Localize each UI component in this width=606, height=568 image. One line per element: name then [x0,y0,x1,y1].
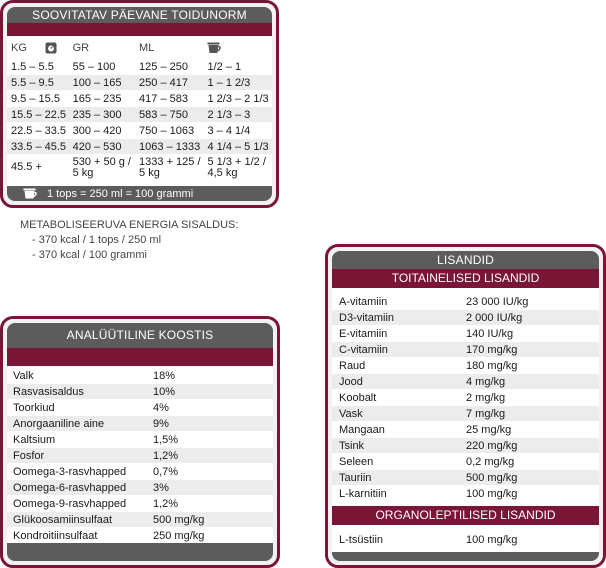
table-row [7,496,273,512]
table-row [332,342,599,358]
nutritional-additives-title: TOITAINELISED LISANDID [332,269,599,288]
table-row [332,529,599,551]
analysis-value: 0,7% [153,466,179,478]
table-row [332,406,599,422]
additive-value: 2 mg/kg [466,392,506,404]
column-gr-label: GR [72,41,90,54]
additive-name: Jood [339,376,363,388]
feeding-guide-card [0,0,279,208]
column-ml-label: ML [139,41,155,54]
additive-name: Seleen [339,456,374,468]
table-row [7,448,273,464]
column-gr [73,42,139,54]
analysis-name: Toorkiud [13,402,55,414]
analysis-value: 1,5% [153,434,179,446]
cell-ml: 125 – 250 [139,61,188,73]
additive-value: 220 mg/kg [466,440,518,452]
table-row [332,422,599,438]
additive-name: C-vitamiin [339,344,388,356]
additive-name: E-vitamiin [339,328,388,340]
additive-name: Tsink [339,440,365,452]
additive-value: 180 mg/kg [466,360,518,372]
cell-cups: 1 – 1 2/3 [207,77,251,89]
additive-name: A-vitamiin [339,296,388,308]
additive-value: 0,2 mg/kg [466,456,515,468]
feeding-guide-title: SOOVITATAV PÄEVANE TOIDUNORM [7,7,272,23]
analysis-value: 3% [153,482,169,494]
cell-cups: 3 – 4 1/4 [207,125,251,137]
cell-ml: 417 – 583 [139,93,188,105]
cell-kg: 9.5 – 15.5 [11,93,60,105]
additive-value: 500 mg/kg [466,472,518,484]
cell-kg: 15.5 – 22.5 [11,109,67,121]
cell-cups: 4 1/4 – 5 1/3 [207,141,269,153]
column-ml [139,42,207,54]
feeding-column-header [7,36,272,59]
cell-cups: 1 2/3 – 2 1/3 [207,93,269,105]
analysis-title: ANALÜÜTILINE KOOSTIS [7,323,273,348]
table-row [7,432,273,448]
organoleptic-additives-title: ORGANOLEPTILISED LISANDID [332,506,599,525]
analysis-name: Oomega-9-rasvhapped [13,498,127,510]
analysis-name: Valk [13,370,34,382]
scale-icon [45,42,57,54]
table-row [332,294,599,310]
cell-gr: 530 + 50 g / 5 kg [72,155,131,179]
table-row [332,358,599,374]
cell-ml: 250 – 417 [139,77,188,89]
additive-name: Vask [339,408,363,420]
feeding-footer [7,186,272,201]
additive-value: 25 mg/kg [466,424,512,436]
additives-footer-bar [332,552,599,561]
cell-ml: 1333 + 125 / 5 kg [139,155,201,179]
cell-cups: 2 1/3 – 3 [207,109,251,121]
energy-title: METABOLISEERUVA ENERGIA SISALDUS: [20,219,239,231]
analysis-value: 500 mg/kg [153,514,205,526]
additive-value: 100 mg/kg [466,534,518,546]
cell-kg: 33.5 – 45.5 [11,141,67,153]
analysis-name: Oomega-6-rasvhapped [13,482,127,494]
table-row [7,480,273,496]
analysis-accent-bar [7,348,273,366]
cell-gr: 55 – 100 [72,61,116,73]
cell-gr: 100 – 165 [72,77,122,89]
table-row [332,470,599,486]
additive-name: Mangaan [339,424,385,436]
table-row [7,107,272,123]
cell-gr: 300 – 420 [72,125,122,137]
organoleptic-additives-rows [332,529,599,551]
table-row [332,438,599,454]
table-row [332,310,599,326]
column-kg-label: KG [11,41,27,54]
analysis-name: Kondroitiinsulfaat [13,530,98,542]
column-cups [207,42,272,54]
additive-name: L-tsüstiin [339,534,384,546]
analysis-name: Oomega-3-rasvhapped [13,466,127,478]
cell-gr: 235 – 300 [72,109,122,121]
additive-value: 100 mg/kg [466,488,518,500]
additives-card [325,244,606,568]
additive-name: D3-vitamiin [339,312,395,324]
additives-inner [332,251,599,561]
nutritional-additives-rows [332,294,599,502]
table-row [7,464,273,480]
energy-line-cup: - 370 kcal / 1 tops / 250 ml [32,234,162,246]
table-row [7,384,273,400]
table-row [332,454,599,470]
additive-name: Koobalt [339,392,377,404]
table-row [332,374,599,390]
analysis-card [0,316,280,568]
analysis-rows [7,368,273,544]
additive-value: 7 mg/kg [466,408,506,420]
cell-kg: 22.5 – 33.5 [11,125,67,137]
cell-ml: 1063 – 1333 [139,141,201,153]
additive-name: Tauriin [339,472,372,484]
analysis-value: 10% [153,386,176,398]
table-row [7,91,272,107]
analysis-value: 250 mg/kg [153,530,205,542]
analysis-footer-bar [7,543,273,561]
energy-info [20,218,238,263]
analysis-name: Glükoosamiinsulfaat [13,514,113,526]
table-row [7,528,273,544]
cup-icon [23,188,39,199]
table-row [7,59,272,75]
cell-gr: 420 – 530 [72,141,122,153]
cell-cups: 5 1/3 + 1/2 / 4,5 kg [207,155,266,179]
column-kg [7,42,73,54]
cup-icon [207,42,223,54]
table-row [7,123,272,139]
additive-value: 140 IU/kg [466,328,514,340]
analysis-value: 1,2% [153,498,179,510]
analysis-name: Kaltsium [13,434,56,446]
analysis-inner [7,323,273,561]
feeding-footer-text: 1 tops = 250 ml = 100 grammi [47,187,194,200]
cell-ml: 583 – 750 [139,109,188,121]
table-row [7,400,273,416]
additive-value: 170 mg/kg [466,344,518,356]
cell-ml: 750 – 1063 [139,125,195,137]
energy-line-grams: - 370 kcal / 100 grammi [32,249,147,261]
cell-kg: 5.5 – 9.5 [11,77,54,89]
table-row [7,75,272,91]
feeding-rows [7,59,272,181]
feeding-guide-accent-bar [7,23,272,36]
table-row [332,390,599,406]
cell-cups: 1/2 – 1 [207,61,242,73]
additive-name: L-karnitiin [339,488,387,500]
analysis-value: 4% [153,402,169,414]
table-row [332,486,599,502]
cell-gr: 165 – 235 [72,93,122,105]
additive-value: 23 000 IU/kg [466,296,529,308]
table-row [7,368,273,384]
table-row [7,139,272,155]
analysis-value: 1,2% [153,450,179,462]
analysis-name: Fosfor [13,450,45,462]
analysis-value: 18% [153,370,176,382]
additive-name: Raud [339,360,366,372]
cell-kg: 45.5 + [11,161,42,173]
additive-value: 4 mg/kg [466,376,506,388]
table-row [7,155,272,181]
additive-value: 2 000 IU/kg [466,312,523,324]
analysis-value: 9% [153,418,169,430]
additives-title: LISANDID [332,251,599,269]
table-row [7,416,273,432]
feeding-guide-inner [7,7,272,201]
analysis-name: Anorgaaniline aine [13,418,105,430]
table-row [7,512,273,528]
analysis-name: Rasvasisaldus [13,386,84,398]
cell-kg: 1.5 – 5.5 [11,61,54,73]
table-row [332,326,599,342]
